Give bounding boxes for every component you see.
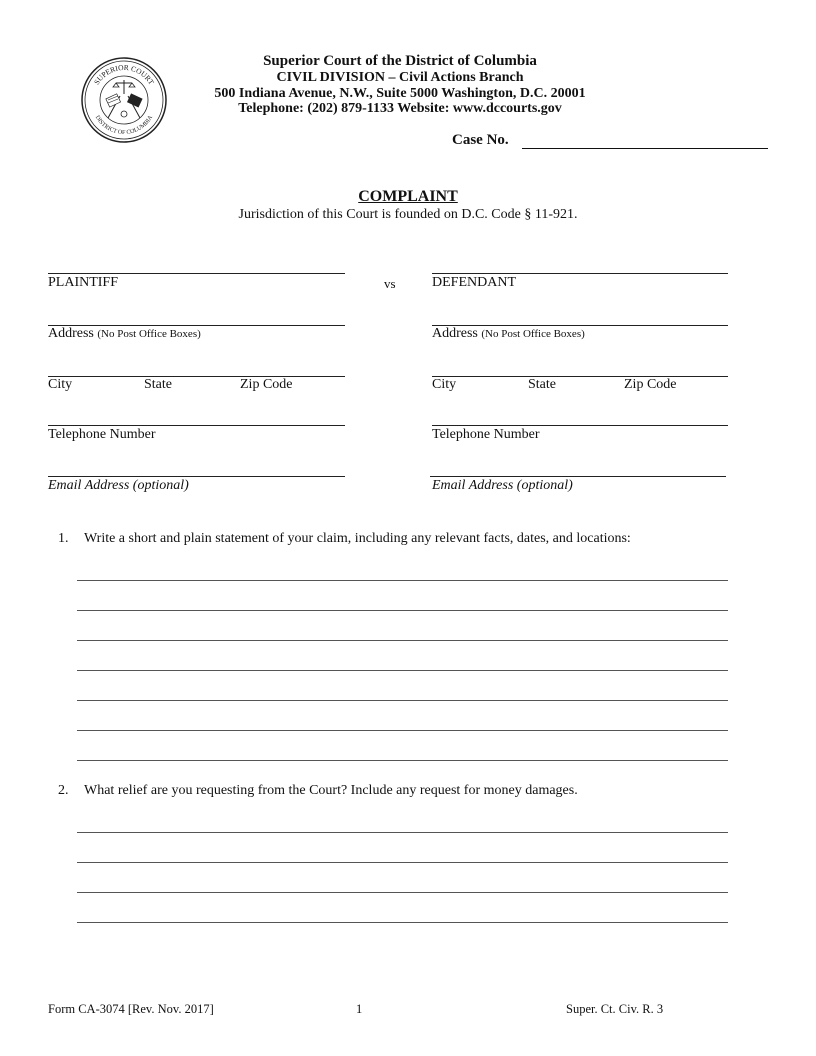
question-1: 1. Write a short and plain statement of your claim, including any relevant facts, dates, and locations: xyxy=(58,531,631,546)
plaintiff-phone-label: Telephone Number xyxy=(48,427,156,442)
division-name: CIVIL DIVISION – Civil Actions Branch xyxy=(276,70,524,85)
seal-bottom-text: DISTRICT OF COLUMBIA xyxy=(93,114,155,137)
plaintiff-state-label: State xyxy=(144,377,172,392)
claim-answer-line[interactable] xyxy=(77,610,728,611)
plaintiff-email-field[interactable] xyxy=(48,476,345,477)
court-address: 500 Indiana Avenue, N.W., Suite 5000 Washington, D.C. 20001 xyxy=(214,86,586,101)
claim-answer-line[interactable] xyxy=(77,580,728,581)
plaintiff-phone-field[interactable] xyxy=(48,425,345,426)
footer-rule: Super. Ct. Civ. R. 3 xyxy=(566,1002,664,1016)
plaintiff-zip-label: Zip Code xyxy=(240,377,293,392)
claim-answer-line[interactable] xyxy=(77,760,728,761)
versus-label: vs xyxy=(384,276,396,291)
defendant-label: DEFENDANT xyxy=(432,275,516,290)
court-seal-icon xyxy=(80,56,168,144)
relief-answer-line[interactable] xyxy=(77,892,728,893)
defendant-phone-label: Telephone Number xyxy=(432,427,540,442)
court-contact: Telephone: (202) 879-1133 Website: www.dccourts.gov xyxy=(238,101,562,116)
plaintiff-email-label: Email Address (optional) xyxy=(48,478,189,493)
defendant-state-label: State xyxy=(528,377,556,392)
court-name: Superior Court of the District of Columbia xyxy=(263,53,537,69)
defendant-name-field[interactable] xyxy=(432,273,728,274)
question-2: 2. What relief are you requesting from the Court? Include any request for money damages. xyxy=(58,783,578,798)
plaintiff-label: PLAINTIFF xyxy=(48,275,119,290)
claim-answer-line[interactable] xyxy=(77,670,728,671)
claim-answer-line[interactable] xyxy=(77,700,728,701)
claim-answer-line[interactable] xyxy=(77,730,728,731)
page-title: COMPLAINT xyxy=(358,188,458,205)
footer-form-number: Form CA-3074 [Rev. Nov. 2017] xyxy=(48,1002,214,1016)
plaintiff-name-field[interactable] xyxy=(48,273,345,274)
defendant-email-field[interactable] xyxy=(430,476,726,477)
jurisdiction-text: Jurisdiction of this Court is founded on D.C. Code § 11-921. xyxy=(238,207,578,222)
defendant-email-label: Email Address (optional) xyxy=(432,478,573,493)
plaintiff-address-label: Address (No Post Office Boxes) xyxy=(48,326,201,341)
seal-top-text: SUPERIOR COURT xyxy=(92,62,156,87)
relief-answer-line[interactable] xyxy=(77,832,728,833)
defendant-city-state-zip-field[interactable] xyxy=(432,376,728,377)
relief-answer-line[interactable] xyxy=(77,862,728,863)
case-number-field[interactable] xyxy=(522,148,768,149)
defendant-phone-field[interactable] xyxy=(432,425,728,426)
case-number-label: Case No. xyxy=(452,132,509,148)
defendant-zip-label: Zip Code xyxy=(624,377,677,392)
plaintiff-city-state-zip-field[interactable] xyxy=(48,376,345,377)
claim-answer-line[interactable] xyxy=(77,640,728,641)
defendant-address-label: Address (No Post Office Boxes) xyxy=(432,326,585,341)
footer-page-number: 1 xyxy=(356,1002,363,1016)
relief-answer-line[interactable] xyxy=(77,922,728,923)
plaintiff-city-label: City xyxy=(48,377,73,392)
defendant-city-label: City xyxy=(432,377,457,392)
